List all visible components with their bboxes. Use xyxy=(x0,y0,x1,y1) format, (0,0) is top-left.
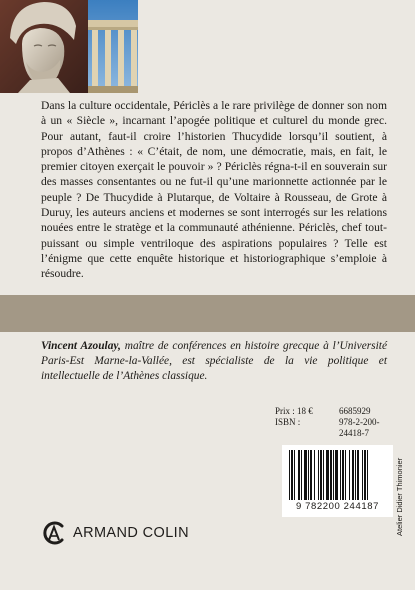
book-info xyxy=(275,406,395,438)
barcode-bar xyxy=(291,450,293,500)
color-band xyxy=(0,295,415,332)
barcode-bar xyxy=(340,450,341,500)
barcode-bar xyxy=(320,450,322,500)
barcode-bar xyxy=(301,450,302,500)
publisher-name: ARMAND COLIN xyxy=(73,525,189,541)
barcode-bar xyxy=(323,450,324,500)
barcode xyxy=(282,445,393,517)
barcode-bar xyxy=(318,450,319,500)
barcode-bar xyxy=(364,450,366,500)
author-bio xyxy=(41,339,387,384)
barcode-bar xyxy=(298,450,300,500)
barcode-bar xyxy=(352,450,354,500)
product-code: 6685929 xyxy=(339,406,371,416)
author-name: Vincent Azoulay, xyxy=(41,340,121,352)
barcode-digits: 9 782200 244187 xyxy=(296,501,379,512)
photo-credit xyxy=(395,412,404,536)
barcode-bar xyxy=(345,450,346,500)
barcode-bar xyxy=(304,450,307,500)
barcode-bar xyxy=(342,450,344,500)
barcode-bar xyxy=(326,450,329,500)
price-row xyxy=(275,406,395,417)
barcode-bar xyxy=(330,450,332,500)
pericles-bust-photo xyxy=(0,0,88,93)
barcode-bar xyxy=(367,450,368,500)
photo-credit-text: Atelier Didier Thimonier xyxy=(395,457,404,536)
barcode-bar xyxy=(335,450,338,500)
summary-paragraph: Dans la culture occidentale, Périclès a le rare privilège de donner son nom à un « Siècle », incarnant l’apogée politique et culturel du monde grec. Pour autant, faut-il croire l’historien Thucydide lorsqu’il soutient, à propos d’Athènes : « C’était, de nom, une démocratie, mais, en fait, le premier citoyen exerçait le pouvoir » ? Périclès régna-t-il en souverain sur des masses consentantes ou ne fut-il qu’une marionnette actionnée par le peuple ? De Thucydide à Plutarque, de Voltaire à Rousseau, de Grote à Duruy, les auteurs anciens et modernes se sont interrogés sur les relations nouées entre le stratège et la communauté athénienne. Périclès, chef tout-puissant ou simple ventriloque des aspirations populaires ? Telle est l’énigme que cette enquête historique et historiographique s’emploie à résoudre. xyxy=(41,99,387,281)
barcode-bar xyxy=(362,450,363,500)
barcode-bar xyxy=(308,450,309,500)
barcode-bar xyxy=(310,450,312,500)
publisher xyxy=(41,520,211,546)
barcode-bar xyxy=(289,450,290,500)
temple-ruins-photo xyxy=(88,0,138,93)
isbn-value: 978-2-200-24418-7 xyxy=(339,417,380,438)
barcode-bar xyxy=(294,450,295,500)
price-label: Prix : 18 € xyxy=(275,406,313,416)
isbn-label: ISBN : xyxy=(275,417,301,427)
barcode-bar xyxy=(349,450,350,500)
author-bio-paragraph xyxy=(41,339,387,384)
barcode-bar xyxy=(355,450,356,500)
barcode-bar xyxy=(314,450,315,500)
author-bio-text: maître de conférences en histoire grecque à l’Université Paris-Est Marne-la-Vallée, est spécialiste de la vie politique et intellectuelle de l’Athènes classique. xyxy=(41,340,388,382)
armand-colin-logo-icon xyxy=(41,520,67,546)
barcode-bars xyxy=(289,450,386,500)
barcode-bar xyxy=(333,450,334,500)
summary-text xyxy=(41,98,387,282)
isbn-row xyxy=(275,417,395,438)
barcode-bar xyxy=(357,450,359,500)
